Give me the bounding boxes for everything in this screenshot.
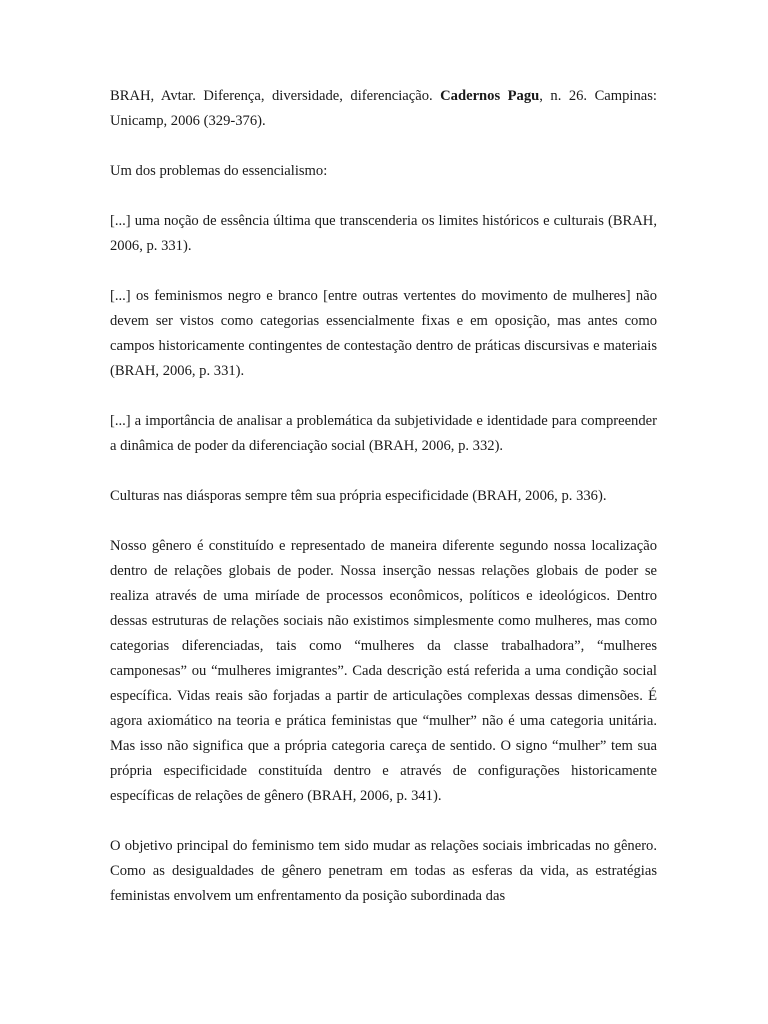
reference-author-title: BRAH, Avtar. Diferença, diversidade, diferenciação. <box>110 88 441 104</box>
paragraph-intro: Um dos problemas do essencialismo: <box>110 163 328 179</box>
paragraph-quote-diasporas: Culturas nas diásporas sempre têm sua própria especificidade (BRAH, 2006, p. 336). <box>110 488 607 504</box>
paragraph-quote-objective: O objetivo principal do feminismo tem sido mudar as relações sociais imbricadas no gênero. Como as desigualdades de gênero penetram em todas as esferas da vida, as estratégias feministas envolvem um enfrentamento da posição subordinada das <box>110 838 657 904</box>
paragraph-quote-feminisms: [...] os feminismos negro e branco [entre outras vertentes do movimento de mulheres] não devem ser vistos como categorias essencialmente fixas e em oposição, mas antes como campos historicamente contingentes de contestação dentro de práticas discursivas e materiais (BRAH, 2006, p. 331). <box>110 288 657 379</box>
reference-details: , n. 26. Campinas: Unicamp, 2006 (329-376). <box>110 88 657 129</box>
reference-journal: Cadernos Pagu <box>440 88 540 104</box>
paragraph-quote-subjectivity: [...] a importância de analisar a problemática da subjetividade e identidade para compreender a dinâmica de poder da diferenciação social (BRAH, 2006, p. 332). <box>110 413 657 454</box>
reference-citation <box>110 84 657 134</box>
document-page <box>110 84 657 934</box>
paragraph-quote-essence: [...] uma noção de essência última que transcenderia os limites históricos e culturais (BRAH, 2006, p. 331). <box>110 213 657 254</box>
paragraph-quote-gender: Nosso gênero é constituído e representado de maneira diferente segundo nossa localização dentro de relações globais de poder. Nossa inserção nessas relações globais de poder se realiza através de uma miríade de processos econômicos, políticos e ideológicos. Dentro dessas estruturas de relações sociais não existimos simplesmente como mulheres, mas como categorias diferenciadas, tais como “mulheres da classe trabalhadora”, “mulheres camponesas” ou “mulheres imigrantes”. Cada descrição está referida a uma condição social específica. Vidas reais são forjadas a partir de articulações complexas dessas dimensões. É agora axiomático na teoria e prática feministas que “mulher” não é uma categoria unitária. Mas isso não significa que a própria categoria careça de sentido. O signo “mulher” tem sua própria especificidade constituída dentro e através de configurações historicamente específicas de relações de gênero (BRAH, 2006, p. 341). <box>110 538 657 804</box>
